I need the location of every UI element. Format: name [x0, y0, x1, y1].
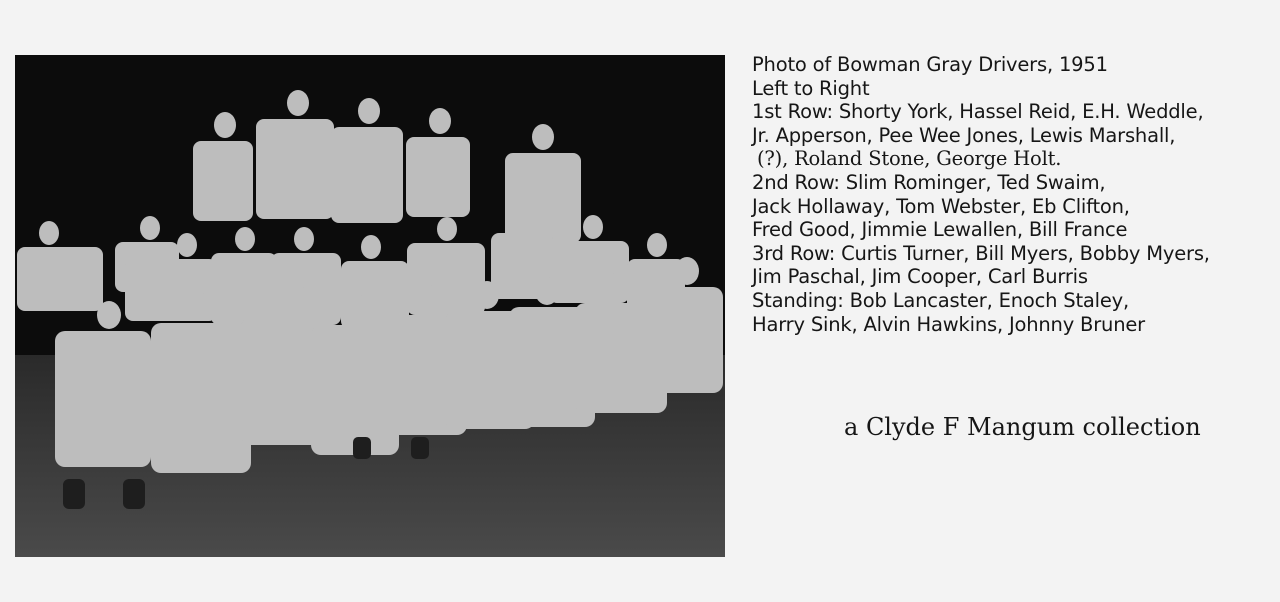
caption-line: Left to Right	[752, 76, 870, 100]
caption-line: Jr. Apperson, Pee Wee Jones, Lewis Marshall,	[752, 123, 1176, 147]
caption-line: Standing: Bob Lancaster, Enoch Staley,	[752, 288, 1129, 312]
caption-title: Photo of Bowman Gray Drivers, 1951	[752, 53, 1108, 76]
caption-line: 1st Row: Shorty York, Hassel Reid, E.H. Weddle,	[752, 100, 1204, 124]
caption-line: 2nd Row: Slim Rominger, Ted Swaim,	[752, 170, 1106, 194]
caption-line: Fred Good, Jimmie Lewallen, Bill France	[752, 218, 1128, 242]
caption-line: Harry Sink, Alvin Hawkins, Johnny Bruner	[752, 312, 1145, 336]
collection-credit: a Clyde F Mangum collection	[844, 413, 1201, 441]
photo-caption	[752, 53, 1262, 336]
group-photo	[15, 55, 725, 557]
caption-line: 3rd Row: Curtis Turner, Bill Myers, Bobby Myers,	[752, 241, 1210, 265]
caption-line: Jim Paschal, Jim Cooper, Carl Burris	[752, 265, 1088, 289]
caption-line: Jack Hollaway, Tom Webster, Eb Clifton,	[752, 194, 1130, 218]
caption-line: (?), Roland Stone, George Holt.	[757, 147, 1062, 171]
group-photo-icon	[15, 55, 725, 557]
